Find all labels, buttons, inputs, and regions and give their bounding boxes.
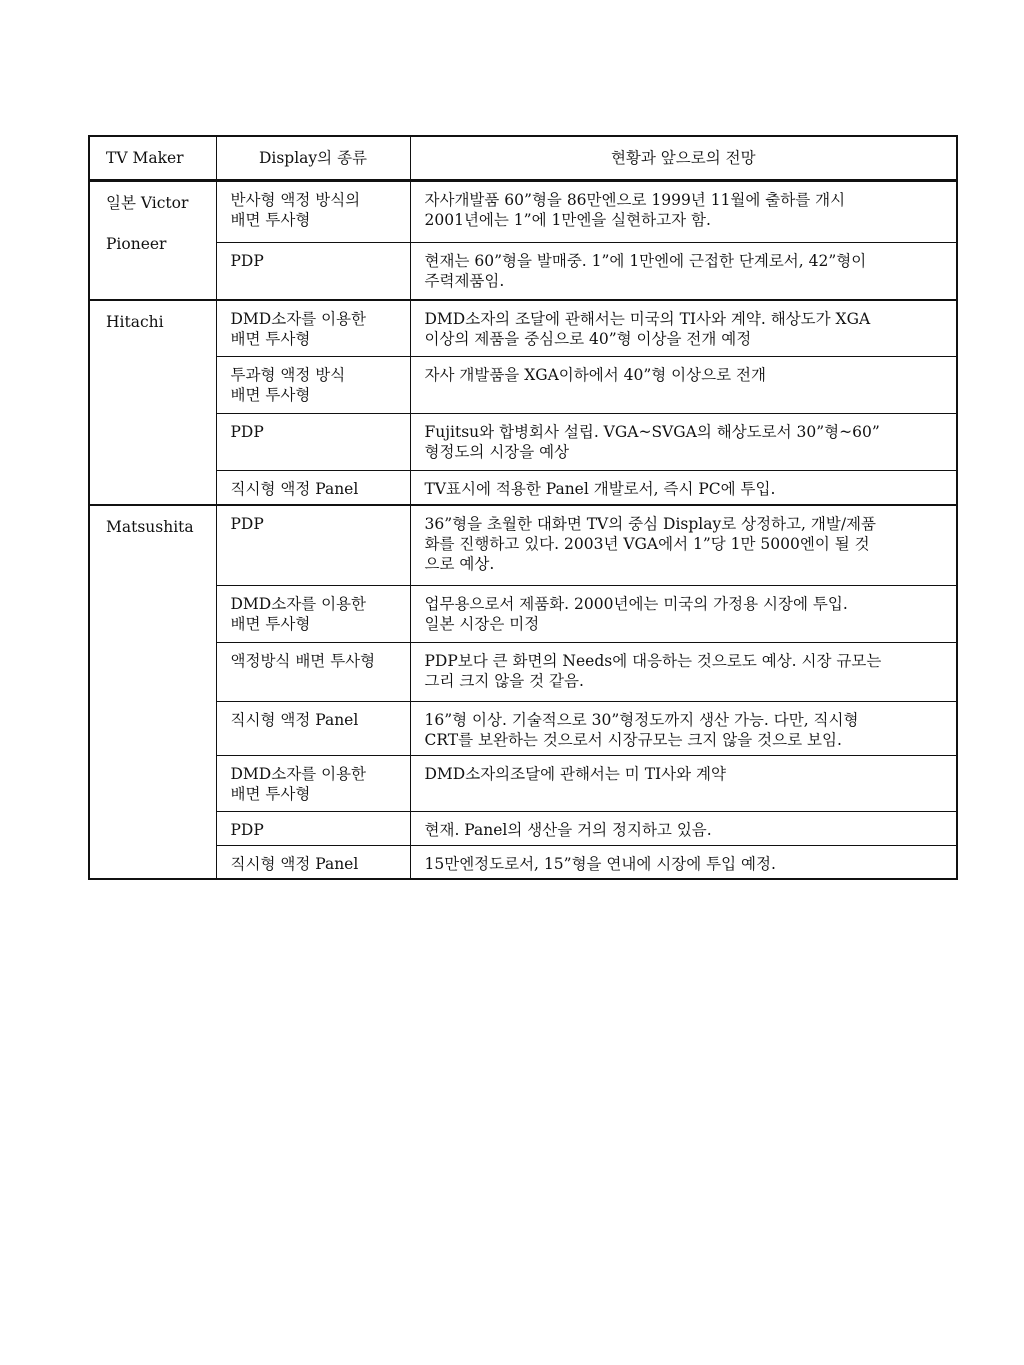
display-type-cell: 직시형 액정 Panel [216, 470, 410, 505]
table-row [89, 470, 957, 505]
outlook-cell: Fujitsu와 합병회사 설립. VGA~SVGA의 해상도로서 30”형~60” 형정도의 시장을 예상 [410, 413, 957, 470]
table-row [89, 585, 957, 642]
display-type-cell: DMD소자를 이용한 배면 투사형 [216, 585, 410, 642]
table-row [89, 505, 957, 585]
outlook-cell: 현재. Panel의 생산을 거의 정지하고 있음. [410, 811, 957, 845]
display-type-cell: 직시형 액정 Panel [216, 845, 410, 879]
table-row [89, 356, 957, 413]
display-type-cell: 직시형 액정 Panel [216, 701, 410, 755]
outlook-cell: 16”형 이상. 기술적으로 30”형정도까지 생산 가능. 다만, 직시형 CRT를 보완하는 것으로서 시장규모는 크지 않을 것으로 보임. [410, 701, 957, 755]
display-type-cell: DMD소자를 이용한 배면 투사형 [216, 300, 410, 356]
outlook-cell: PDP보다 큰 화면의 Needs에 대응하는 것으로도 예상. 시장 규모는 그리 크지 않을 것 같음. [410, 642, 957, 701]
display-type-cell: PDP [216, 505, 410, 585]
outlook-cell: 현재는 60”형을 발매중. 1”에 1만엔에 근접한 단계로서, 42”형이 주력제품임. [410, 242, 957, 300]
table-row [89, 701, 957, 755]
outlook-cell: 36”형을 초월한 대화면 TV의 중심 Display로 상정하고, 개발/제품 화를 진행하고 있다. 2003년 VGA에서 1”당 1만 5000엔이 될 것 으로 예상. [410, 505, 957, 585]
display-type-cell: 반사형 액정 방식의 배면 투사형 [216, 180, 410, 242]
group-matsushita [89, 505, 957, 879]
maker-name: 일본 Victor [106, 193, 189, 212]
display-comparison-table [88, 135, 958, 880]
group-victor-pioneer [89, 180, 957, 300]
maker-name: Hitachi [106, 313, 164, 331]
table-row [89, 845, 957, 879]
table-row [89, 300, 957, 356]
table-row [89, 811, 957, 845]
group-hitachi [89, 300, 957, 505]
outlook-cell: DMD소자의조달에 관해서는 미 TI사와 계약 [410, 755, 957, 811]
outlook-cell: TV표시에 적용한 Panel 개발로서, 즉시 PC에 투입. [410, 470, 957, 505]
display-type-cell: PDP [216, 811, 410, 845]
header-outlook: 현황과 앞으로의 전망 [410, 136, 957, 180]
maker-cell [89, 300, 216, 505]
outlook-cell: 업무용으로서 제품화. 2000년에는 미국의 가정용 시장에 투입. 일본 시장은 미정 [410, 585, 957, 642]
display-type-cell: 투과형 액정 방식 배면 투사형 [216, 356, 410, 413]
maker-cell [89, 505, 216, 879]
maker-cell [89, 180, 216, 300]
outlook-cell: 자사개발품 60”형을 86만엔으로 1999년 11월에 출하를 개시 2001년에는 1”에 1만엔을 실현하고자 함. [410, 180, 957, 242]
outlook-cell: 자사 개발품을 XGA이하에서 40”형 이상으로 전개 [410, 356, 957, 413]
display-type-cell: DMD소자를 이용한 배면 투사형 [216, 755, 410, 811]
table-header-row [89, 136, 957, 180]
display-type-cell: 액정방식 배면 투사형 [216, 642, 410, 701]
display-type-cell: PDP [216, 413, 410, 470]
maker-name: Pioneer [106, 234, 167, 253]
table-row [89, 413, 957, 470]
outlook-cell: 15만엔정도로서, 15”형을 연내에 시장에 투입 예정. [410, 845, 957, 879]
table-row [89, 755, 957, 811]
header-maker: TV Maker [89, 136, 216, 180]
table-row [89, 242, 957, 300]
table-row [89, 180, 957, 242]
header-display-type: Display의 종류 [216, 136, 410, 180]
table-row [89, 642, 957, 701]
outlook-cell: DMD소자의 조달에 관해서는 미국의 TI사와 계약. 해상도가 XGA 이상의 제품을 중심으로 40”형 이상을 전개 예정 [410, 300, 957, 356]
maker-name: Matsushita [106, 518, 194, 536]
display-type-cell: PDP [216, 242, 410, 300]
